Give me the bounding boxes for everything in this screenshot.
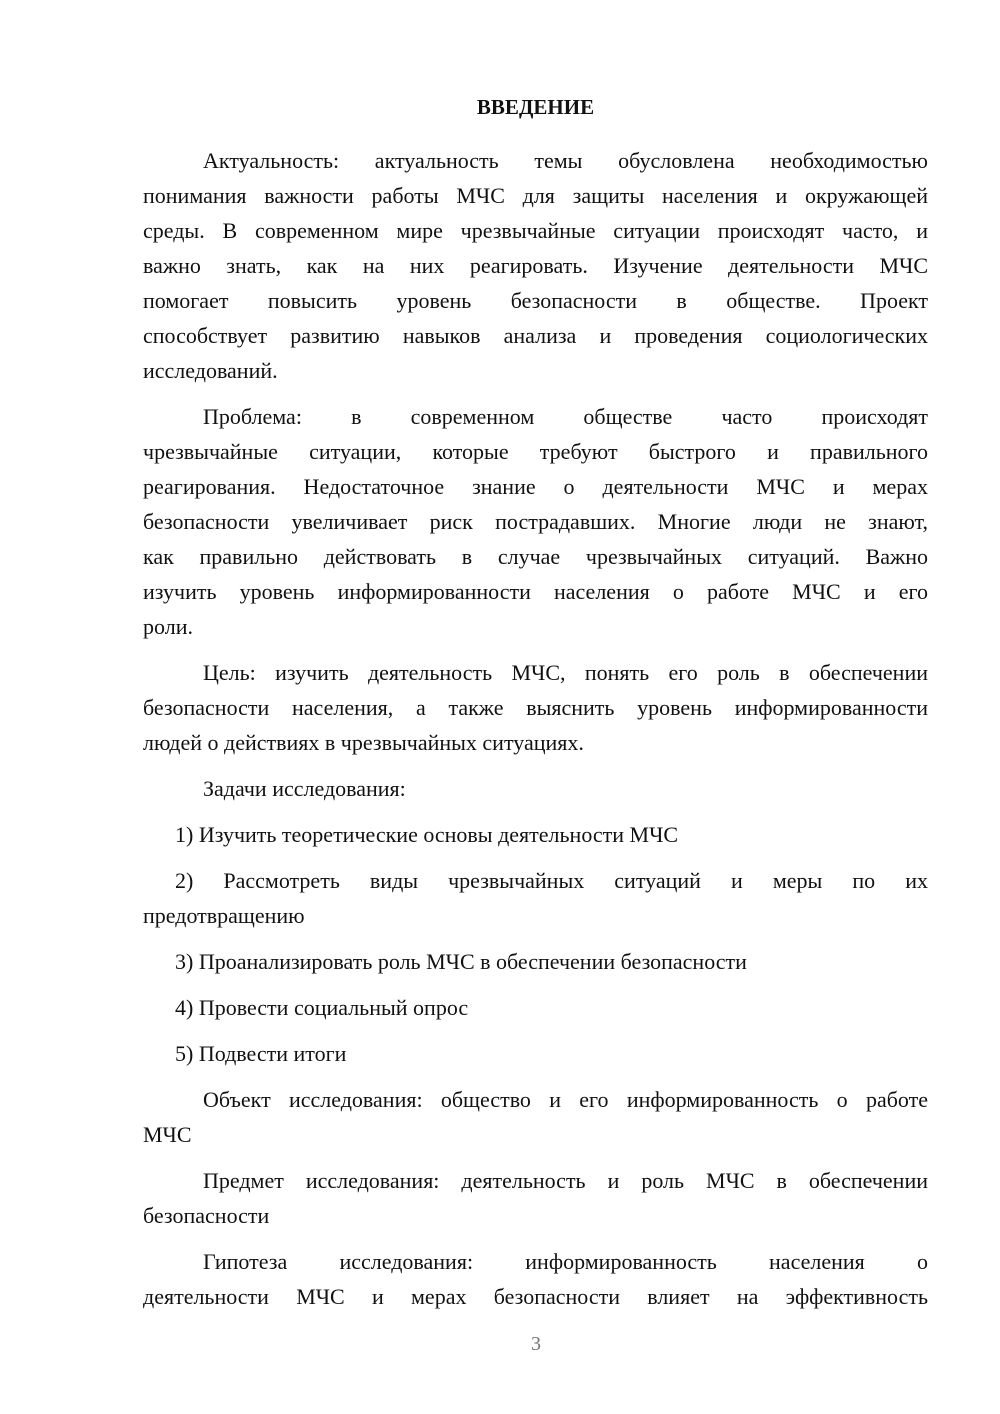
text-line: предотвращению: [143, 903, 305, 928]
text-line: среды. В современном мире чрезвычайные ситуации происходят часто, и: [143, 218, 928, 243]
paragraph: [143, 771, 928, 806]
text-line: роли.: [143, 614, 193, 639]
text-line: Проблема: в современном обществе часто происходят: [203, 404, 928, 429]
document-body: [143, 143, 928, 1325]
text-line: безопасности: [143, 1203, 270, 1228]
text-line: деятельности МЧС и мерах безопасности влияет на эффективность: [143, 1284, 928, 1309]
list-item: [143, 944, 928, 979]
text-line: чрезвычайные ситуации, которые требуют быстрого и правильного: [143, 439, 928, 464]
text-line: понимания важности работы МЧС для защиты населения и окружающей: [143, 183, 928, 208]
list-item: [143, 990, 928, 1025]
text-line: безопасности населения, а также выяснить уровень информированности: [143, 695, 928, 720]
list-item: [143, 1036, 928, 1071]
paragraph: [143, 399, 928, 644]
text-line: 2) Рассмотреть виды чрезвычайных ситуаций и меры по их: [175, 868, 928, 893]
text-line: важно знать, как на них реагировать. Изучение деятельности МЧС: [143, 253, 928, 278]
page-number: 3: [531, 1333, 541, 1355]
paragraph: [143, 1244, 928, 1314]
text-line: Гипотеза исследования: информированность населения о: [203, 1249, 928, 1274]
text-line: 3) Проанализировать роль МЧС в обеспечении безопасности: [175, 949, 747, 974]
text-line: Цель: изучить деятельность МЧС, понять его роль в обеспечении: [203, 660, 928, 685]
text-line: 1) Изучить теоретические основы деятельности МЧС: [175, 822, 679, 847]
text-line: безопасности увеличивает риск пострадавших. Многие люди не знают,: [143, 509, 928, 534]
text-line: реагирования. Недостаточное знание о деятельности МЧС и мерах: [143, 474, 928, 499]
text-line: изучить уровень информированности населения о работе МЧС и его: [143, 579, 928, 604]
text-line: способствует развитию навыков анализа и проведения социологических: [143, 323, 928, 348]
page-title: ВВЕДЕНИЕ: [476, 95, 595, 119]
text-line: 4) Провести социальный опрос: [175, 995, 469, 1020]
list-item: [143, 863, 928, 933]
paragraph: [143, 143, 928, 388]
paragraph: [143, 655, 928, 760]
text-line: как правильно действовать в случае чрезвычайных ситуаций. Важно: [143, 544, 928, 569]
list-item: [143, 817, 928, 852]
text-line: Задачи исследования:: [203, 776, 406, 801]
text-line: Предмет исследования: деятельность и роль МЧС в обеспечении: [203, 1168, 928, 1193]
text-line: Объект исследования: общество и его информированность о работе: [203, 1087, 928, 1112]
text-line: помогает повысить уровень безопасности в обществе. Проект: [143, 288, 928, 313]
text-line: МЧС: [143, 1122, 192, 1147]
text-line: Актуальность: актуальность темы обусловлена необходимостью: [203, 148, 928, 173]
paragraph: [143, 1082, 928, 1152]
text-line: исследований.: [143, 358, 278, 383]
text-line: людей о действиях в чрезвычайных ситуациях.: [143, 730, 584, 755]
text-line: 5) Подвести итоги: [175, 1041, 347, 1066]
paragraph: [143, 1163, 928, 1233]
